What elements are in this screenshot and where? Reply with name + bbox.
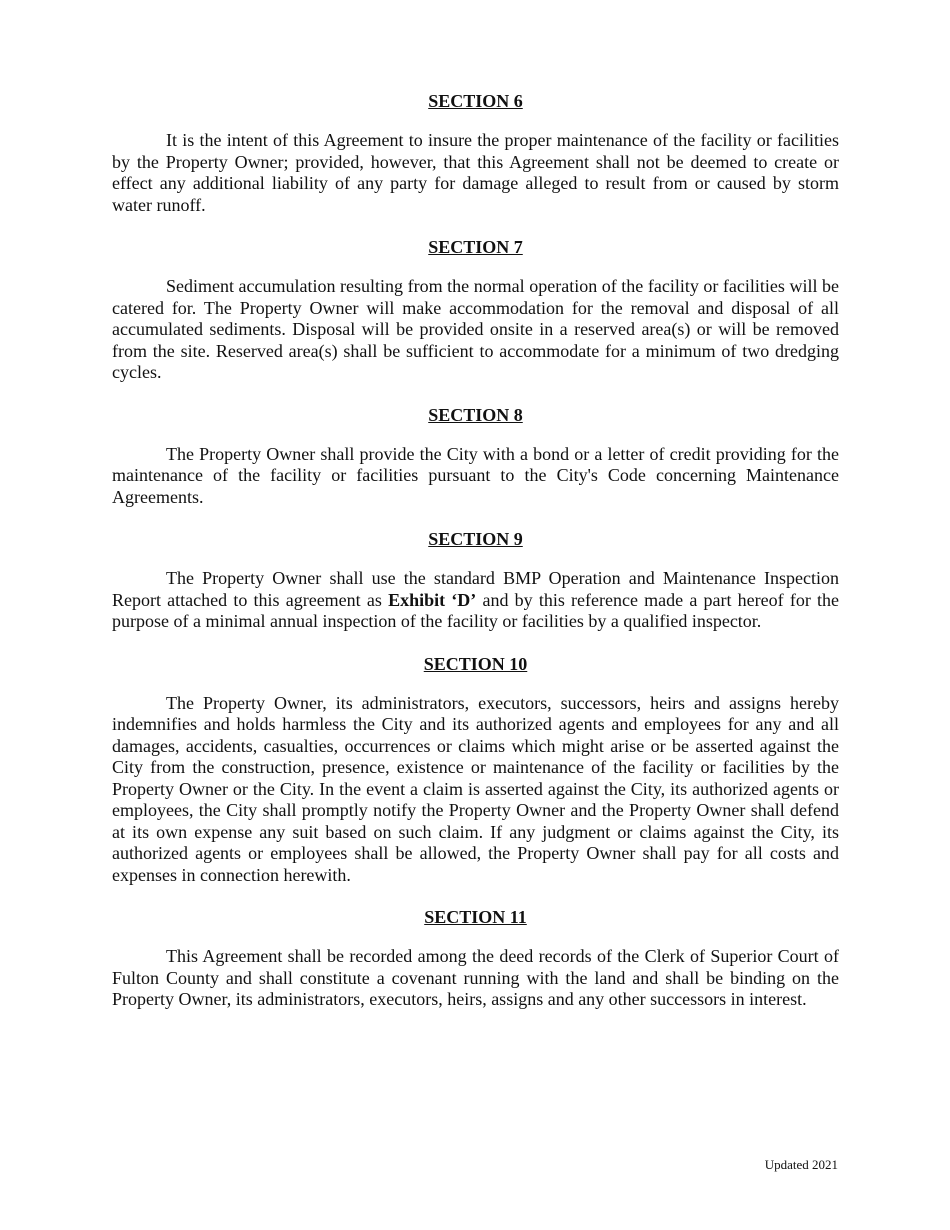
- section-heading: SECTION 6: [428, 91, 523, 111]
- section-7: [112, 234, 839, 384]
- page-footer: Updated 2021: [764, 1157, 838, 1172]
- section-paragraph: It is the intent of this Agreement to insure the proper maintenance of the facility or facilities by the Property Owner; provided, however, that this Agreement shall not be deemed to create or effect any additional liability of any party for damage alleged to result from or caused by storm water runoff.: [112, 130, 839, 215]
- section-heading: SECTION 10: [423, 653, 528, 674]
- section-heading: SECTION 9: [428, 529, 523, 549]
- section-heading: SECTION 7: [428, 237, 523, 257]
- document-page: [112, 88, 839, 1029]
- section-9: [112, 526, 839, 633]
- paragraph-text-after: and by this reference made a part hereof for the purpose of a minimal annual inspection of the facility or facilities by a qualified inspector.: [112, 589, 840, 631]
- section-paragraph: The Property Owner, its administrators, executors, successors, heirs and assigns hereby indemnifies and holds harmless the City and its authorized agents and employees for any and all damages, accidents, casualties, occurrences or claims which might arise or be asserted against the City from the construction, presence, existence or maintenance of the facility or facilities by the Property Owner or the City. In the event a claim is asserted against the City, its authorized agents or employees, the City shall promptly notify the Property Owner and the Property Owner shall defend at its own expense any suit based on such claim. If any judgment or claims against the City, its authorized agents or employees shall be allowed, the Property Owner shall pay for all costs and expenses in connection herewith.: [112, 692, 839, 885]
- paragraph-text-before: The Property Owner shall use the standard BMP Operation and Maintenance Inspection Report attached to this agreement as: [112, 568, 839, 610]
- section-10: [112, 651, 839, 887]
- section-paragraph: [112, 568, 839, 633]
- section-11: [112, 904, 839, 1011]
- section-6: [112, 88, 839, 216]
- section-heading: SECTION 8: [428, 404, 523, 425]
- section-heading: SECTION 11: [424, 907, 527, 927]
- section-8: [112, 402, 839, 509]
- section-paragraph: The Property Owner shall provide the City with a bond or a letter of credit providing for the maintenance of the facility or facilities pursuant to the City's Code concerning Maintenance Agreements.: [112, 443, 839, 507]
- section-paragraph: Sediment accumulation resulting from the normal operation of the facility or facilities will be catered for. The Property Owner will make accommodation for the removal and disposal of all accumulated sediments. Disposal will be provided onsite in a reserved area(s) or will be removed from the site. Reserved area(s) shall be sufficient to accommodate for a minimum of two dredging cycles.: [112, 276, 839, 382]
- exhibit-reference: Exhibit ‘D’: [388, 589, 477, 610]
- section-paragraph: This Agreement shall be recorded among the deed records of the Clerk of Superior Court of Fulton County and shall constitute a covenant running with the land and shall be binding on the Property Owner, its administrators, executors, heirs, assigns and any other successors in interest.: [112, 946, 839, 1009]
